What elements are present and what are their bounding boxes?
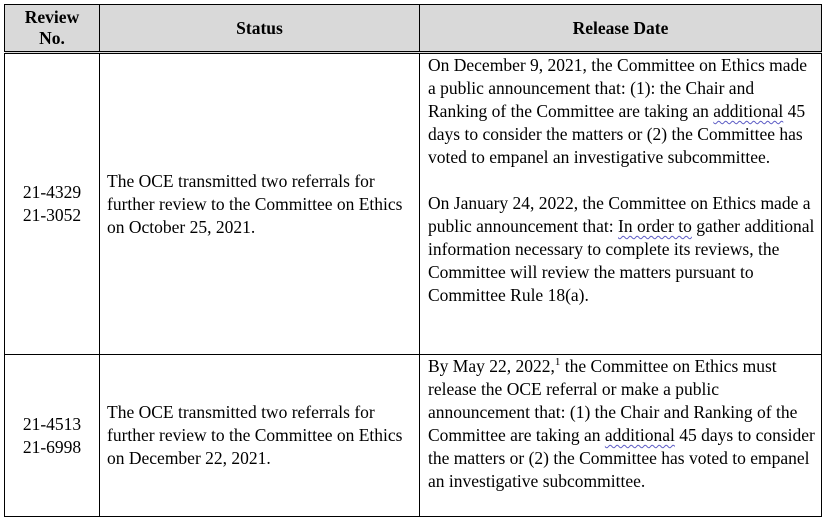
release-paragraph: On December 9, 2021, the Committee on Ethics made a public announcement that: (1): the Chair and Ranking of the Committee are taking an additional 45 days to consider the matters or (2) the Committee has voted to empanel an investigative subcommittee. <box>428 55 808 167</box>
review-number: 21-6998 <box>22 436 82 457</box>
release-paragraph: On January 24, 2022, the Committee on Ethics made a public announcement that: In order to gather additional information necessary to complete its reviews, the Committee will review the matters pursuant to Committee Rule 18(a). <box>428 193 815 305</box>
header-review-no <box>5 5 100 53</box>
release-date-cell <box>420 53 822 355</box>
spelling-underline: additional <box>604 425 675 445</box>
table-row <box>5 355 822 517</box>
table-row <box>5 53 822 355</box>
header-review-line1: Review <box>24 7 80 27</box>
release-paragraph: By May 22, 2022,$^1$ the Committee on Ethics must release the OCE referral or make a public announcement that: (1) the Chair and Ranking of the Committee are taking an additional 45 days to consider the matters or (2) the Committee has voted to empanel an investigative subcommittee. <box>428 356 815 491</box>
status-cell: The OCE transmitted two referrals for further review to the Committee on Ethics on October 25, 2021. <box>100 53 420 355</box>
release-date-cell <box>420 355 822 517</box>
header-status: Status <box>100 5 420 53</box>
review-number-cell <box>5 53 100 355</box>
review-number-cell <box>5 355 100 517</box>
review-number: 21-4329 <box>22 182 82 202</box>
review-number: 21-4513 <box>22 413 82 434</box>
spelling-underline: In order to <box>618 216 692 236</box>
header-row <box>5 5 822 53</box>
spelling-underline: additional <box>713 101 784 121</box>
header-release-date: Release Date <box>420 5 822 53</box>
footnote-marker[interactable]: 1 <box>554 356 561 369</box>
review-number: 21-3052 <box>22 205 82 225</box>
referrals-table <box>4 4 822 517</box>
header-review-line2: No. <box>39 28 65 48</box>
status-cell: The OCE transmitted two referrals for further review to the Committee on Ethics on December 22, 2021. <box>100 355 420 517</box>
